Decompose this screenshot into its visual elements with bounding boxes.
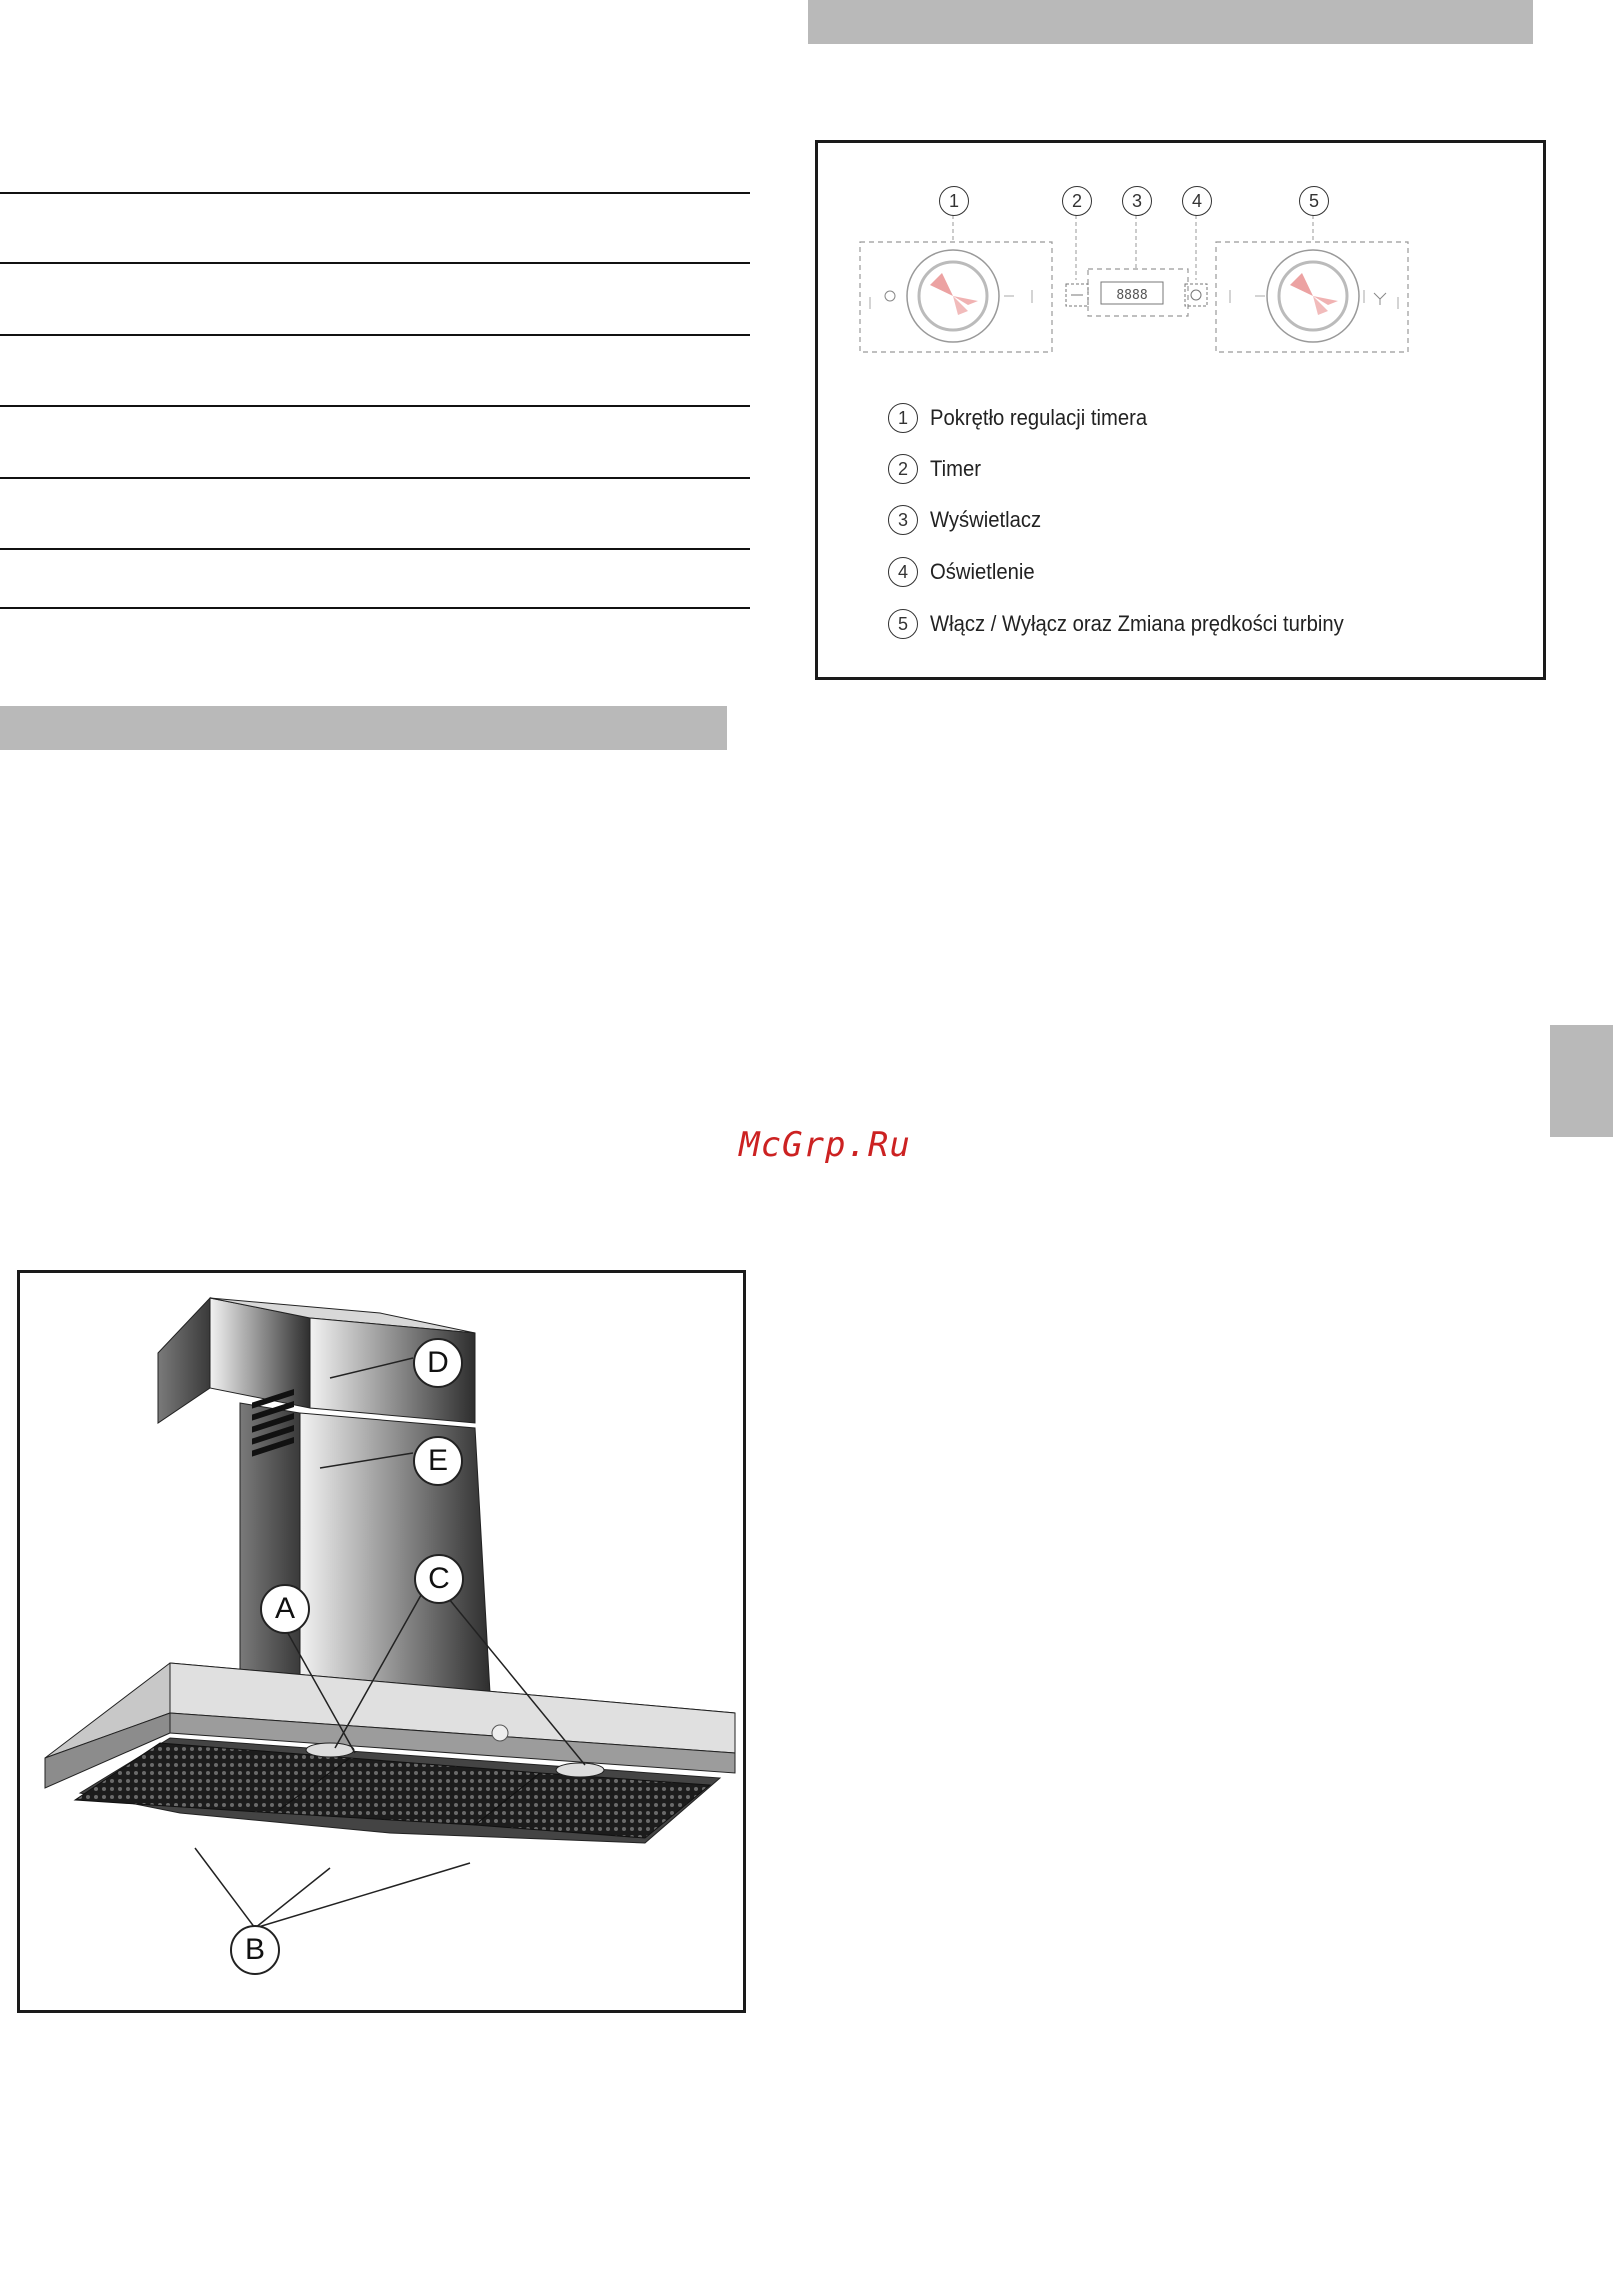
legend-label: Włącz / Wyłącz oraz Zmiana prędkości turbiny: [930, 611, 1344, 636]
rule-line: [0, 477, 750, 479]
callout-1: 1: [939, 186, 969, 216]
callout-5: 5: [1299, 186, 1329, 216]
callout-2: 2: [1062, 186, 1092, 216]
section-header-bar-left: [0, 706, 727, 750]
legend-item: [888, 500, 1051, 540]
label-a: A: [260, 1584, 310, 1634]
label-b: B: [230, 1925, 280, 1975]
fan-speed-knob-icon: [1230, 250, 1398, 342]
legend-number: 5: [888, 609, 918, 639]
section-header-bar-right: [808, 0, 1533, 44]
display-readout: 8888: [1116, 288, 1148, 303]
timer-button-icon: [1066, 284, 1088, 306]
legend-label: Wyświetlacz: [930, 507, 1042, 532]
label-d: D: [413, 1338, 463, 1388]
legend-item: [888, 398, 1166, 438]
legend-item: [888, 604, 1380, 644]
watermark-text: McGrp.Ru: [739, 1125, 911, 1165]
rule-line: [0, 405, 750, 407]
legend-number: 1: [888, 403, 918, 433]
callout-3: 3: [1122, 186, 1152, 216]
rule-line: [0, 262, 750, 264]
legend-number: 4: [888, 557, 918, 587]
legend-item: [888, 449, 985, 489]
legend-label: Oświetlenie: [930, 559, 1035, 584]
hood-drawing: [20, 1273, 743, 2010]
page-side-tab: [1550, 1025, 1613, 1137]
label-e: E: [413, 1436, 463, 1486]
hood-figure: [17, 1270, 746, 2013]
rule-line: [0, 607, 750, 609]
legend-label: Pokrętło regulacji timera: [930, 405, 1148, 430]
rule-line: [0, 334, 750, 336]
legend-item: [888, 552, 1044, 592]
legend-label: Timer: [930, 456, 981, 481]
timer-knob-icon: [870, 250, 1032, 342]
callout-4: 4: [1182, 186, 1212, 216]
legend-number: 3: [888, 505, 918, 535]
legend-number: 2: [888, 454, 918, 484]
rule-line: [0, 548, 750, 550]
label-c: C: [414, 1554, 464, 1604]
rule-line: [0, 192, 750, 194]
